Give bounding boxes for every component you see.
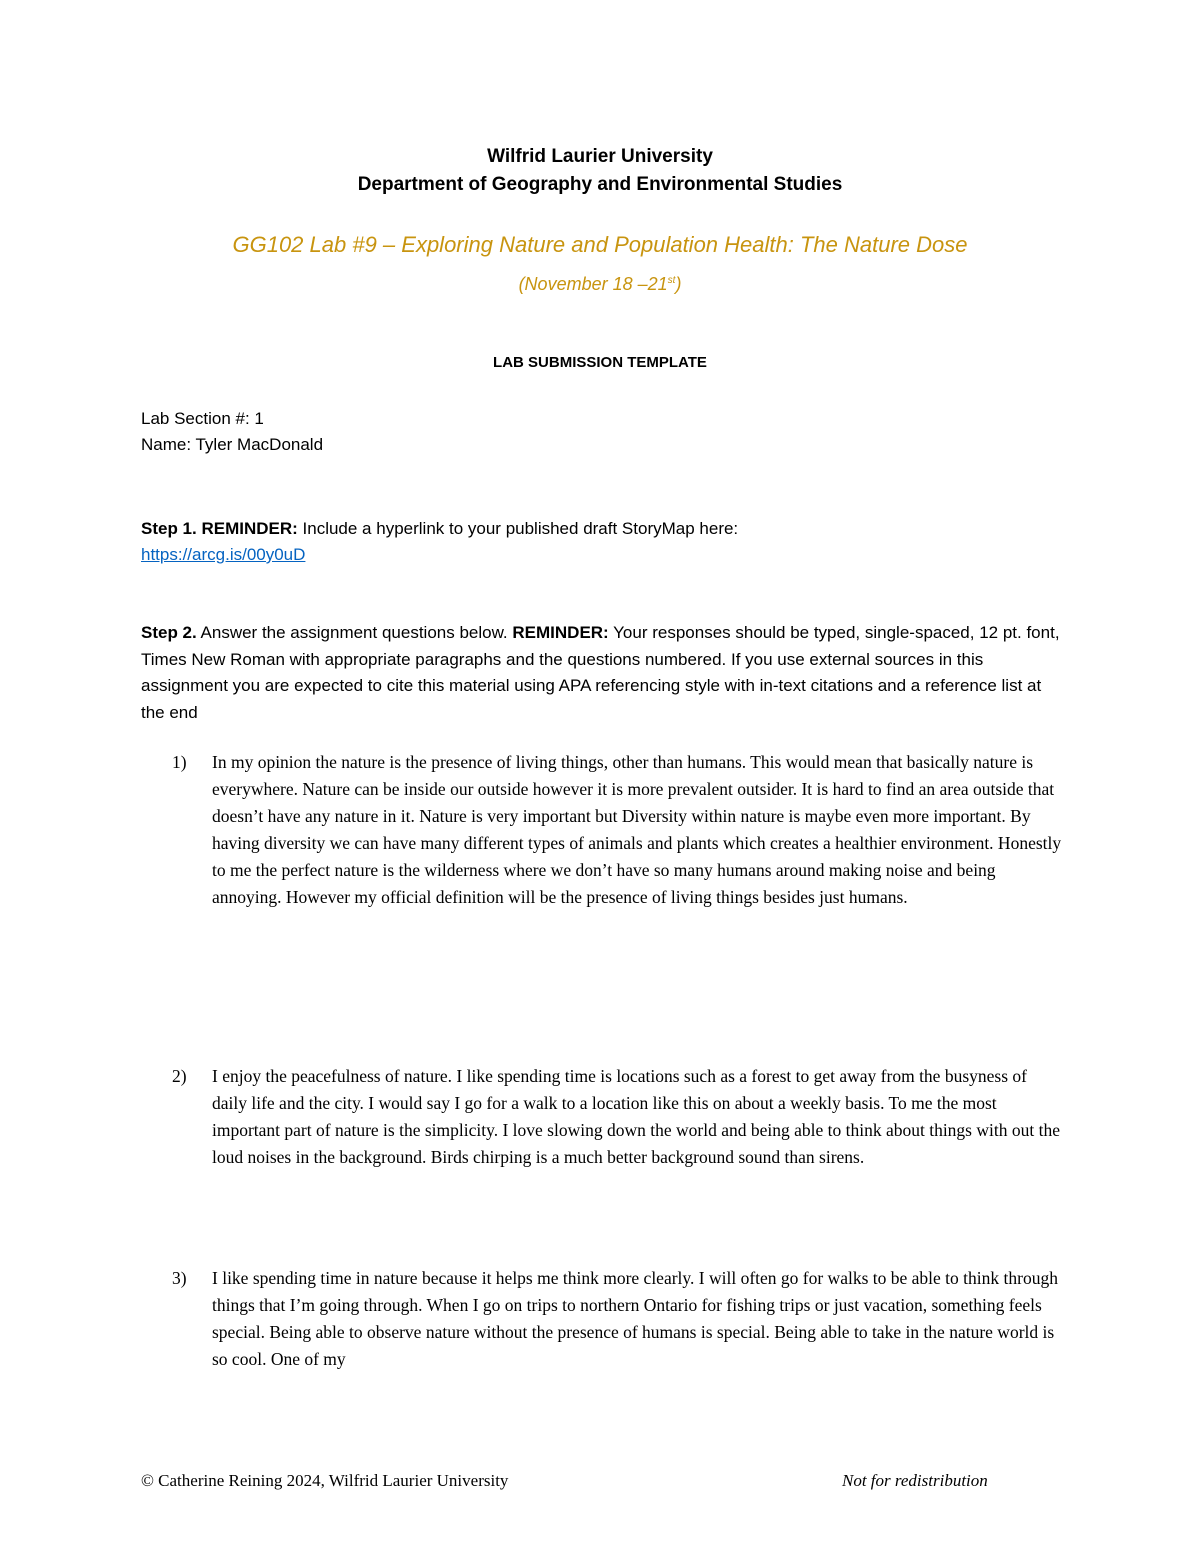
step1-text: Include a hyperlink to your published draft StoryMap here: bbox=[297, 519, 739, 538]
step2-block bbox=[141, 620, 1061, 726]
lab-title: GG102 Lab #9 – Exploring Nature and Population Health: The Nature Dose bbox=[232, 232, 968, 257]
step2-text: Answer the assignment questions below. bbox=[196, 623, 513, 642]
lab-dates bbox=[0, 268, 1200, 297]
answer-text: I enjoy the peacefulness of nature. I like spending time is locations such as a forest to get away from the busyness of daily life and the city. I would say I go for a walk to a location like this on about a weekly basis. To me the most important part of nature is the simplicity. I love slowing down the world and being able to think about things with out the loud noises in the background. Birds chirping is a much better background sound than sirens. bbox=[212, 1066, 1060, 1167]
university-name: Wilfrid Laurier University bbox=[487, 146, 713, 167]
answer-item-1 bbox=[172, 749, 1062, 911]
answer-text: In my opinion the nature is the presence of living things, other than humans. This would mean that basically nature is everywhere. Nature can be inside our outside however it is more prevalent outsider. It is hard to find an area outside that doesn’t have any nature in it. Nature is very important but Diversity within nature is maybe even more important. By having diversity we can have many different types of animals and plants which creates a healthier environment. Honestly to me the perfect nature is the wilderness where we don’t have so many humans around making noise and being annoying. However my official definition will be the presence of living things besides just humans. bbox=[212, 752, 1062, 907]
department-name: Department of Geography and Environmental Studies bbox=[357, 174, 843, 195]
step2-instructions: Your responses should be typed, single-spaced, 12 pt. font, Times New Roman with appropriate paragraphs and the questions numbered. If you use external sources in this assignment you are expected to cite this material using APA referencing style with in-text citations and a reference list at the end bbox=[141, 623, 1060, 722]
step1-block bbox=[141, 516, 1061, 568]
answer-item-3 bbox=[172, 1265, 1062, 1373]
lab-section-line: Lab Section #: 1 bbox=[141, 409, 264, 428]
student-name-line: Name: Tyler MacDonald bbox=[141, 435, 324, 454]
step2-label: Step 2. bbox=[141, 623, 197, 642]
answer-number: 3) bbox=[172, 1268, 187, 1288]
answer-number: 2) bbox=[172, 1066, 187, 1086]
answer-item-2 bbox=[172, 1063, 1062, 1171]
answer-text: I like spending time in nature because it helps me think more clearly. I will often go for walks to be able to think through things that I’m going through. When I go on trips to northern Ontario for fishing trips or just vacation, something feels special. Being able to observe nature without the presence of humans is special. Being able to take in the nature world is so cool. One of my bbox=[212, 1268, 1058, 1369]
footer-copyright: © Catherine Reining 2024, Wilfrid Laurier University bbox=[141, 1471, 509, 1490]
footer-notice: Not for redistribution bbox=[842, 1471, 988, 1490]
dates-prefix: (November 18 –21 bbox=[518, 274, 668, 294]
storymap-link[interactable]: https://arcg.is/00y0uD bbox=[141, 545, 306, 564]
dates-ordinal: st bbox=[667, 275, 676, 286]
step1-label: Step 1. REMINDER: bbox=[141, 519, 298, 538]
answer-number: 1) bbox=[172, 752, 187, 772]
step2-reminder: REMINDER: bbox=[512, 623, 609, 642]
dates-suffix: ) bbox=[675, 274, 682, 294]
header-block bbox=[0, 143, 1200, 199]
template-label: LAB SUBMISSION TEMPLATE bbox=[493, 354, 707, 371]
